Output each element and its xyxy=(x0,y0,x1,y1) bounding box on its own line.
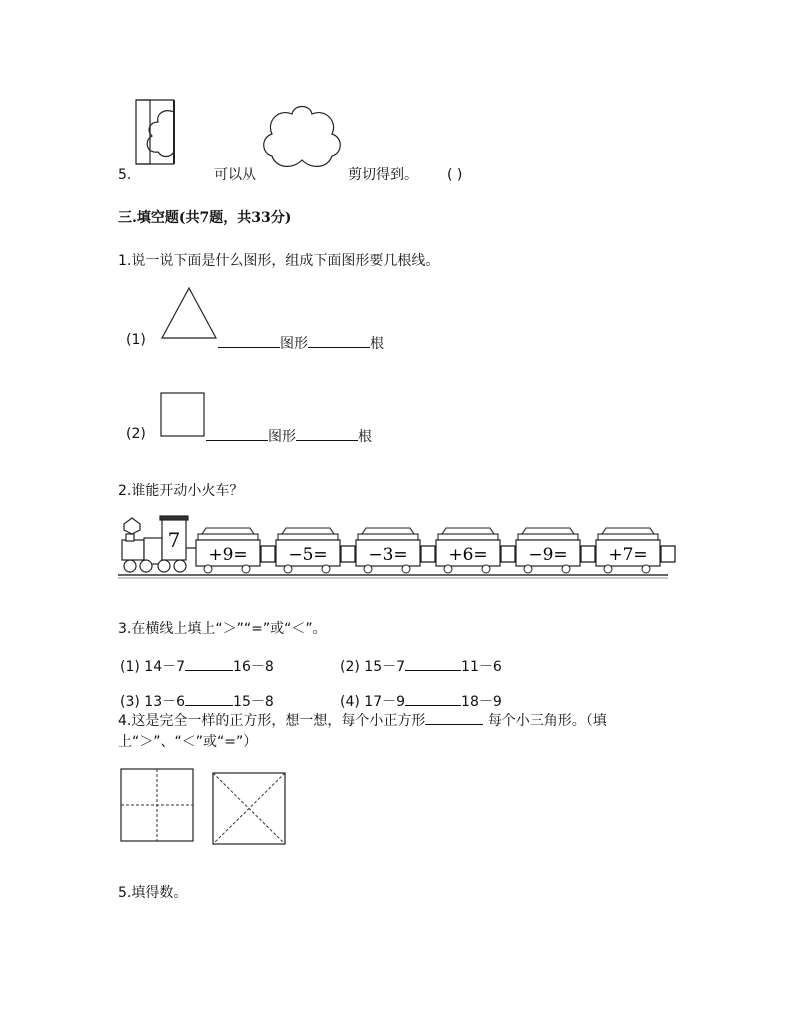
problem-3-item-1: (1) 14－7 16－8 xyxy=(120,656,274,676)
train-car xyxy=(436,528,500,573)
line-count-blank[interactable] xyxy=(296,426,358,441)
triangle-figure xyxy=(160,286,218,340)
problem-2-prompt: 2.谁能开动小火车？ xyxy=(118,483,244,499)
unit-word: 根 xyxy=(358,429,372,445)
clover-shape-image xyxy=(262,104,342,170)
train-car-equation: +6= xyxy=(448,545,488,565)
problem-1-item-1-label: (1) xyxy=(126,332,146,348)
problem-1-item-2-answer-line xyxy=(206,426,372,446)
section-title: 三.填空题(共7题，共33分) xyxy=(118,210,292,226)
train-car xyxy=(516,528,580,573)
q5-text-end: 剪切得到。 xyxy=(348,167,418,183)
compare-blank[interactable] xyxy=(185,691,233,706)
train-car xyxy=(356,528,420,573)
train-car-equation: +7= xyxy=(608,545,648,565)
compare-blank[interactable] xyxy=(185,656,233,671)
problem-1-item-1-answer-line xyxy=(218,333,384,353)
shape-name-blank[interactable] xyxy=(206,426,268,441)
answer-box[interactable] xyxy=(581,546,595,562)
problem-4-line-1: 4.这是完全一样的正方形，想一想，每个小正方形 每个小三角形。（填 xyxy=(118,710,607,730)
q5-answer-parentheses[interactable]: ( ) xyxy=(447,167,463,183)
compare-blank[interactable] xyxy=(405,656,461,671)
shape-name-blank[interactable] xyxy=(218,333,280,348)
train-car xyxy=(596,528,660,573)
train-illustration xyxy=(118,514,668,582)
answer-box[interactable] xyxy=(341,546,355,562)
square-divided-into-small-squares xyxy=(120,768,196,844)
folded-paper-half-flower-image xyxy=(134,98,180,166)
square-divided-into-triangles xyxy=(212,772,288,846)
answer-box[interactable] xyxy=(661,546,675,562)
shape-word: 图形 xyxy=(280,336,308,352)
problem-3-prompt: 3.在横线上填上“＞”“=”或“＜”。 xyxy=(118,621,327,637)
train-car-equation: −5= xyxy=(288,545,328,565)
problem-3-item-3: (3) 13－6 15－8 xyxy=(120,691,274,711)
engine-number: 7 xyxy=(167,528,181,552)
square-figure xyxy=(160,392,206,438)
compare-blank[interactable] xyxy=(425,710,483,725)
unit-word: 根 xyxy=(370,336,384,352)
train-car-equation: +9= xyxy=(208,545,248,565)
problem-3-item-4: (4) 17－9 18－9 xyxy=(340,691,502,711)
q5-number: 5. xyxy=(118,167,132,183)
problem-3-item-2: (2) 15－7 11－6 xyxy=(340,656,502,676)
problem-1-prompt: 1.说一说下面是什么图形，组成下面图形要几根线。 xyxy=(118,253,440,269)
train-car xyxy=(196,528,260,573)
line-count-blank[interactable] xyxy=(308,333,370,348)
answer-box[interactable] xyxy=(501,546,515,562)
train-car xyxy=(276,528,340,573)
answer-box[interactable] xyxy=(421,546,435,562)
problem-1-item-2-label: (2) xyxy=(126,426,146,442)
problem-4-line-2: 上“＞”、“＜”或“=”） xyxy=(118,734,258,750)
q5-text-mid: 可以从 xyxy=(214,167,256,183)
problem-5-prompt: 5.填得数。 xyxy=(118,885,188,901)
compare-blank[interactable] xyxy=(405,691,461,706)
train-car-equation: −3= xyxy=(368,545,408,565)
train-engine xyxy=(122,516,198,572)
shape-word: 图形 xyxy=(268,429,296,445)
answer-box[interactable] xyxy=(261,546,275,562)
train-car-equation: −9= xyxy=(528,545,568,565)
